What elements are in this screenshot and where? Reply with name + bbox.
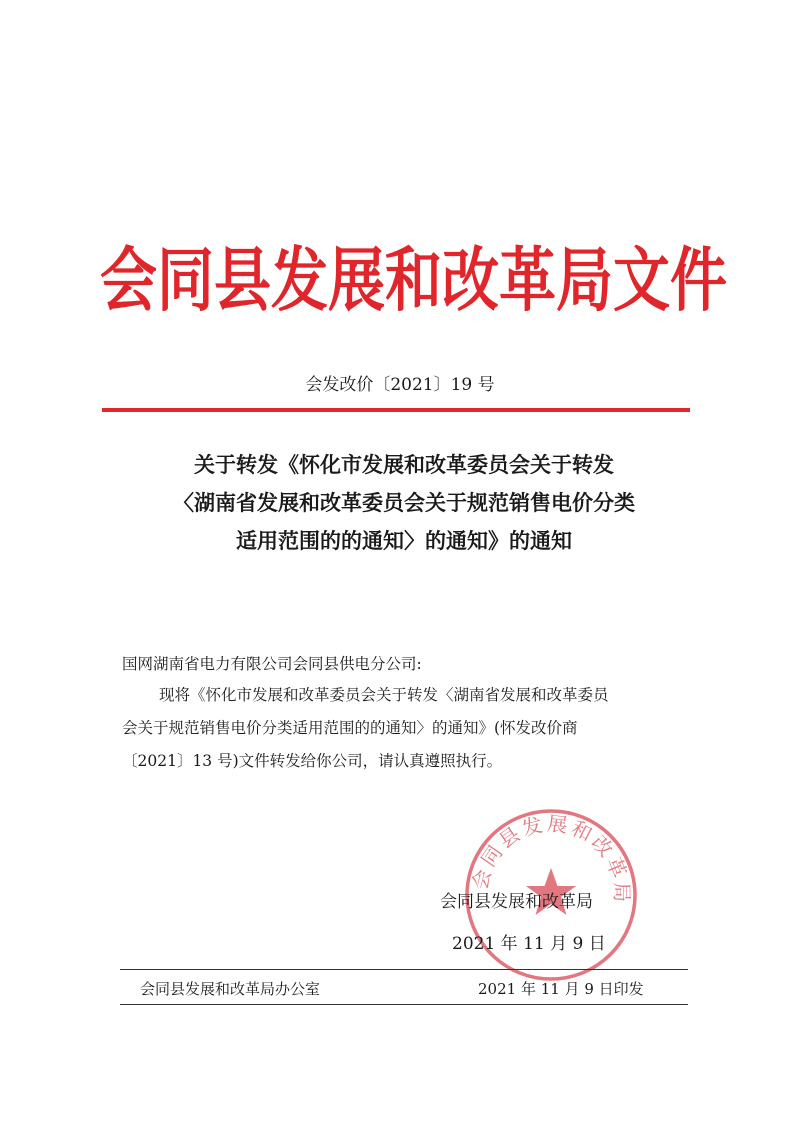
body-paragraph [122, 679, 692, 778]
document-number: 会发改价〔2021〕19 号 [305, 375, 495, 395]
seal-text: 会同县发展和改革局 [467, 811, 635, 906]
footer-rule-bottom [120, 1004, 688, 1005]
title-line: 适用范围的的通知〉的通知》的通知 [236, 528, 572, 553]
print-date: 2021 年 11 月 9 日印发 [478, 980, 644, 998]
printing-office: 会同县发展和改革局办公室 [140, 980, 321, 998]
footer-rule-top [120, 969, 688, 970]
title-line: 关于转发《怀化市发展和改革委员会关于转发 [194, 452, 614, 477]
paragraph-line: 〔2021〕13 号)文件转发给你公司，请认真遵照执行。 [122, 752, 503, 770]
red-divider [102, 408, 690, 412]
document-title [104, 446, 704, 560]
paragraph-line: 会关于规范销售电价分类适用范围的的通知〉的通知》(怀发改价商 [122, 719, 578, 737]
body-text [122, 649, 692, 778]
signer-name: 会同县发展和改革局 [440, 892, 593, 912]
paragraph-line: 现将《怀化市发展和改革委员会关于转发〈湖南省发展和改革委员 [159, 686, 609, 704]
title-line: 〈湖南省发展和改革委员会关于规范销售电价分类 [173, 490, 635, 515]
issuing-authority-title: 会同县发展和改革局文件 [100, 239, 727, 322]
recipient: 国网湖南省电力有限公司会同县供电分公司: [122, 655, 422, 673]
signing-date: 2021 年 11 月 9 日 [452, 934, 606, 954]
